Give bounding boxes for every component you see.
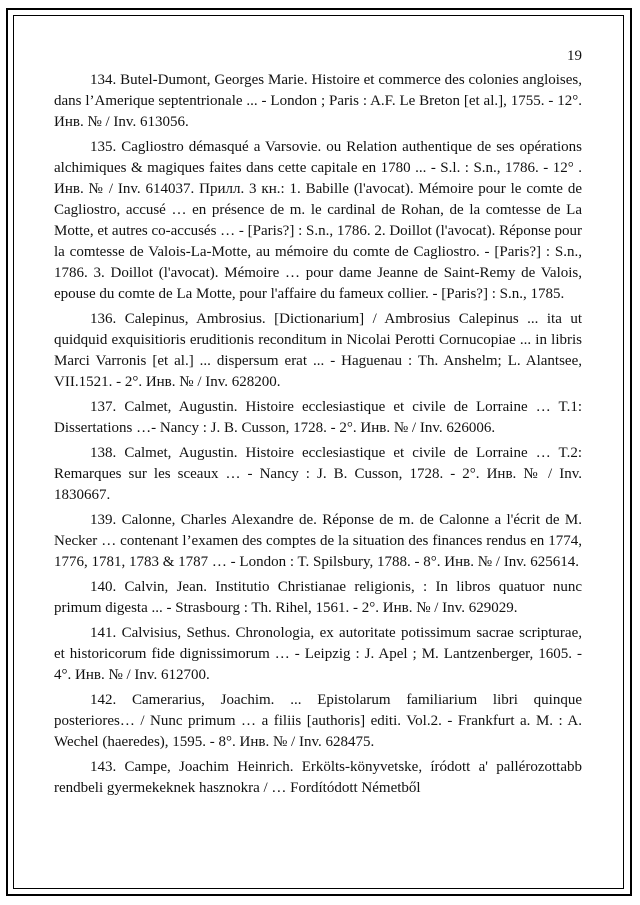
entry-142: 142. Camerarius, Joachim. ... Epistolarum familiarium libri quinque posteriores… / Nunc primum … a filiis [authoris] editi. Vol.2. - Frankfurt a. M. : A. Wechel (haeredes), 1595. - 8°. Инв. № / Inv. 628475.: [54, 692, 582, 750]
page-number: 19: [567, 48, 582, 64]
entry-134: 134. Butel-Dumont, Georges Marie. Histoire et commerce des colonies angloises, dans l’Amerique septentrionale ... - London ; Paris : A.F. Le Breton [et al.], 1755. - 12°. Инв. № / Inv. 613056.: [54, 72, 582, 130]
entry-141: 141. Calvisius, Sethus. Chronologia, ex autoritate potissimum sacrae scripturae, et historicorum fide dignissimorum … - Leipzig : J. Apel ; M. Lantzenberger, 1605. - 4°. Инв. № / Inv. 612700.: [54, 625, 582, 683]
entry-136: 136. Calepinus, Ambrosius. [Dictionarium] / Ambrosius Calepinus ... ita ut quidquid exquisitioris eruditionis reconditum in Nicolai Perotti Cornucopiae ... in libris Marci Varronis [et al.] ... dispersum erat ... - Haguenau : Th. Anshelm; L. Alantsee, VII.1521. - 2°. Инв. № / Inv. 628200.: [54, 311, 582, 390]
entry-138: 138. Calmet, Augustin. Histoire ecclesiastique et civile de Lorraine … T.2: Remarques sur les sceaux … - Nancy : J. B. Cusson, 1728. - 2°. Инв. № / Inv. 1830667.: [54, 445, 582, 503]
entry-135: 135. Cagliostro démasqué a Varsovie. ou Relation authentique de ses opérations alchimiques & magiques faites dans cette capitale en 1780 ... - S.l. : S.n., 1786. - 12° . Инв. № / Inv. 614037. Прилл. 3 кн.: 1. Babille (l'avocat). Mémoire pour le comte de Cagliostro, accusé … en présence de m. le cardinal de Rohan, de la comtesse de La Motte, et autres co-accusés … - [Paris?] : S.n., 1786. 2. Doillot (l'avocat). Réponse pour la comtesse de Valois-La-Motte, au mémoire du comte de Cagliostro. - [Paris?] : S.n., 1786. 3. Doillot (l'avocat). Mémoire … pour dame Jeanne de Saint-Remy de Valois, epouse du comte de La Motte, pour l'affaire du fameux collier. - [Paris?] : S.n., 1785.: [54, 139, 582, 302]
entry-140: 140. Calvin, Jean. Institutio Christianae religionis, : In libros quatuor nunc primum digesta ... - Strasbourg : Th. Rihel, 1561. - 2°. Инв. № / Inv. 629029.: [54, 579, 582, 616]
entry-139: 139. Calonne, Charles Alexandre de. Réponse de m. de Calonne a l'écrit de M. Necker … contenant l’examen des comptes de la situation des finances rendus en 1774, 1776, 1781, 1783 & 1787 … - London : T. Spilsbury, 1788. - 8°. Инв. № / Inv. 625614.: [54, 512, 582, 570]
bibliography-list: [54, 70, 582, 803]
entry-137: 137. Calmet, Augustin. Histoire ecclesiastique et civile de Lorraine … T.1: Dissertations …- Nancy : J. B. Cusson, 1728. - 2°. Инв. № / Inv. 626006.: [54, 399, 582, 436]
entry-143: 143. Campe, Joachim Heinrich. Erkölts-könyvetske, íródott a' pallérozottabb rendbeli gyermekeknek hasznokra / … Fordítódott Németből: [54, 759, 582, 796]
